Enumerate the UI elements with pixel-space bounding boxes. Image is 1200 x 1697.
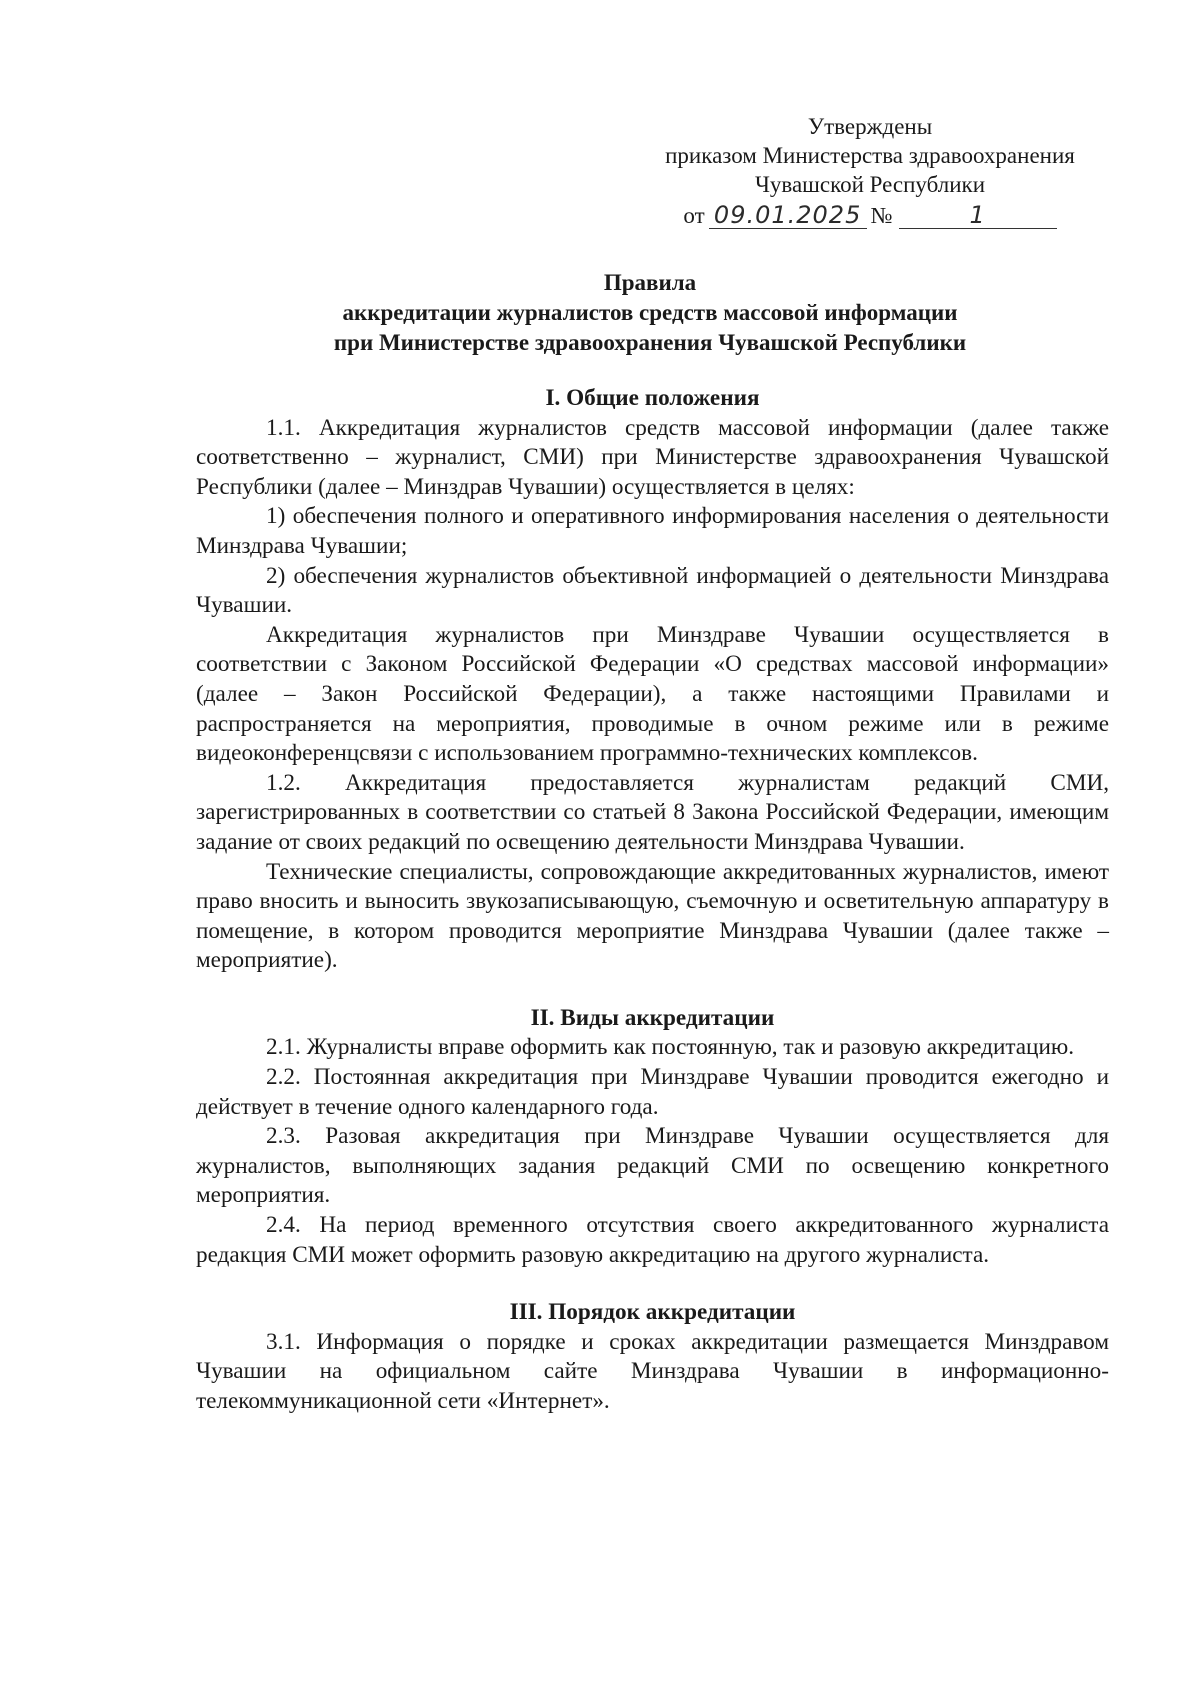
title-line-accreditation: аккредитации журналистов средств массовой информации xyxy=(342,300,958,325)
paragraph: Аккредитация журналистов при Минздраве Чувашии осуществляется в соответствии с Законом Российской Федерации «О средствах массовой информации» (далее – Закон Российской Федерации), а также настоящими Правилами и распространяется на мероприятия, проводимые в очном режиме или в режиме видеоконференцсвязи с использованием программно-технических комплексов. xyxy=(196,621,1109,767)
approval-line-republic: Чувашской Республики xyxy=(754,172,986,197)
paragraph: Технические специалисты, сопровождающие аккредитованных журналистов, имеют право вносить и выносить звукозаписывающую, съемочную и осветительную аппаратуру в помещение, в котором проводится мероприятие Минздрава Чувашии (далее также – мероприятие). xyxy=(196,858,1109,974)
paragraph: 2.4. На период временного отсутствия своего аккредитованного журналиста редакция СМИ может оформить разовую аккредитацию на другого журналиста. xyxy=(196,1212,1109,1268)
section-gap xyxy=(196,1270,1109,1298)
paragraph: 1) обеспечения полного и оперативного информирования населения о деятельности Минздрава Чувашии; xyxy=(196,503,1109,559)
paragraph: 2.2. Постоянная аккредитация при Минздраве Чувашии проводится ежегодно и действует в течение одного календарного года. xyxy=(196,1064,1109,1120)
approval-from-label: от xyxy=(683,203,705,228)
approval-number-label: № xyxy=(870,203,893,228)
approval-line-approved: Утверждены xyxy=(807,114,933,139)
paragraph: 2.3. Разовая аккредитация при Минздраве Чувашии осуществляется для журналистов, выполняющих задания редакций СМИ по освещению конкретного мероприятия. xyxy=(196,1123,1109,1209)
title-line-rules: Правила xyxy=(603,270,697,295)
paragraph: 1.1. Аккредитация журналистов средств массовой информации (далее также соответственно – журналист, СМИ) при Министерстве здравоохранения Чувашской Республики (далее – Минздрав Чувашии) осуществляется в целях: xyxy=(196,414,1109,500)
approval-date-line xyxy=(620,201,1120,230)
title-line-ministry: при Министерстве здравоохранения Чувашской Республики xyxy=(333,330,967,355)
section-heading-procedure: III. Порядок аккредитации xyxy=(509,1299,796,1326)
approval-date-handwritten: 09.01.2025 xyxy=(709,202,867,229)
section-heading-types: II. Виды аккредитации xyxy=(530,1004,775,1031)
approval-number-handwritten: 1 xyxy=(899,202,1057,229)
document-title xyxy=(150,268,1150,358)
paragraph: 2) обеспечения журналистов объективной информацией о деятельности Минздрава Чувашии. xyxy=(196,562,1109,619)
section-heading-general: I. Общие положения xyxy=(545,385,760,411)
approval-stamp xyxy=(620,112,1120,230)
paragraph: 3.1. Информация о порядке и сроках аккредитации размещается Минздравом Чувашии на официальном сайте Минздрава Чувашии в информационно-телекоммуникационной сети «Интернет». xyxy=(196,1328,1109,1414)
document-body xyxy=(196,384,1109,1417)
approval-line-order: приказом Министерства здравоохранения xyxy=(665,143,1075,168)
paragraph: 1.2. Аккредитация предоставляется журналистам редакций СМИ, зарегистрированных в соответствии со статьей 8 Закона Российской Федерации, имеющим задание от своих редакций по освещению деятельности Минздрава Чувашии. xyxy=(196,769,1109,855)
section-gap xyxy=(196,976,1109,1004)
paragraph: 2.1. Журналисты вправе оформить как постоянную, так и разовую аккредитацию. xyxy=(266,1034,1074,1061)
